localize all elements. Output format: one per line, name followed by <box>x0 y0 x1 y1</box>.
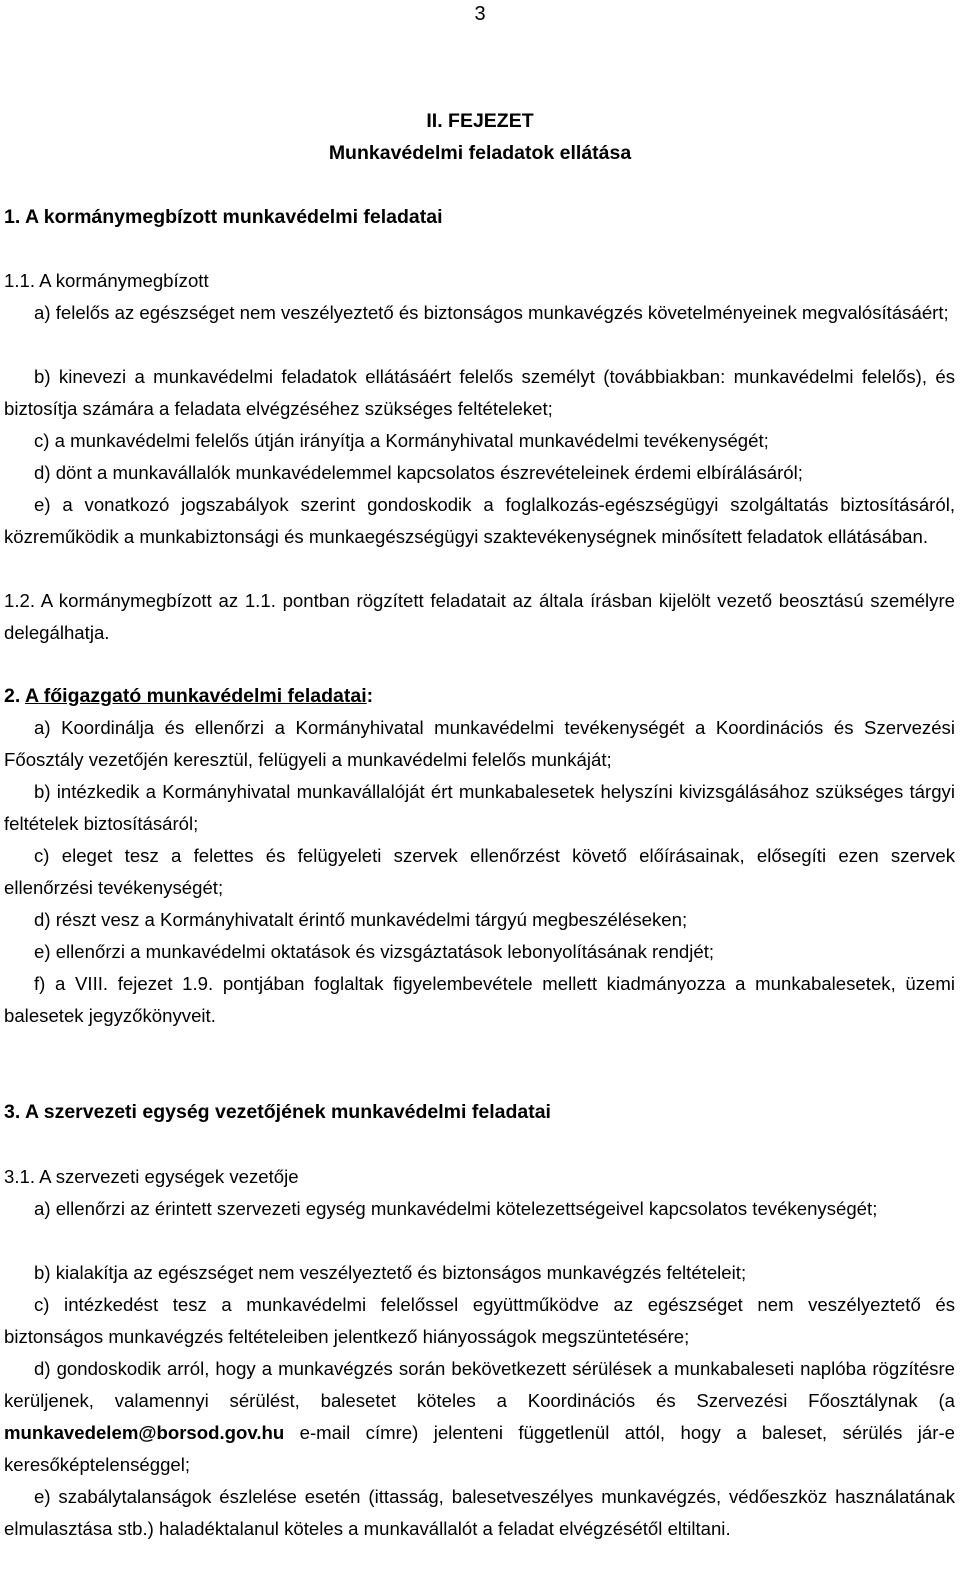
section-1-item-e: e) a vonatkozó jogszabályok szerint gondoskodik a foglalkozás-egészségügyi szolgáltatás biztosításáról, közreműködik a munkabiztonsági és munkaegészségügyi szaktevékenységnek minősített feladatok ellátásában. <box>4 494 955 547</box>
section-2-colon: : <box>366 685 374 707</box>
chapter-label: II. FEJEZET <box>426 110 534 132</box>
section-3-item-b: b) kialakítja az egészséget nem veszélyeztető és biztonságos munkavégzés feltételeit; <box>34 1262 747 1283</box>
section-1-item-c: c) a munkavédelmi felelős útján irányítja a Kormányhivatal munkavédelmi tevékenységét; <box>34 430 769 451</box>
section-3-item-e: e) szabálytalanságok észlelése esetén (ittasság, balesetveszélyes munkavégzés, védőeszköz használatának elmulasztása stb.) haladéktalanul köteles a munkavállalót a feladat elvégzésétől eltiltani. <box>4 1486 955 1539</box>
section-1-item-a: a) felelős az egészséget nem veszélyeztető és biztonságos munkavégzés követelményeinek megvalósításáért; <box>34 302 949 323</box>
section-3-heading: 3. A szervezeti egység vezetőjének munkavédelmi feladatai <box>4 1101 551 1123</box>
section-1-item-b: b) kinevezi a munkavédelmi feladatok ellátásáért felelős személyt (továbbiakban: munkavédelmi felelős), és biztosítja számára a feladata elvégzéséhez szükséges feltételeket; <box>4 366 955 419</box>
section-1-item-d: d) dönt a munkavállalók munkavédelemmel kapcsolatos észrevételeinek érdemi elbírálásáról; <box>34 462 803 483</box>
section-3-item-a: a) ellenőrzi az érintett szervezeti egység munkavédelmi kötelezettségeivel kapcsolatos tevékenységét; <box>34 1198 878 1219</box>
section-3-item-d-text-after: e-mail címre) jelenteni függetlenül attól, hogy a baleset, sérülés jár-e keresőképtelenséggel; <box>4 1422 955 1475</box>
chapter-title: Munkavédelmi feladatok ellátása <box>328 142 632 164</box>
page-number: 3 <box>474 3 486 25</box>
section-1-heading: 1. A kormánymegbízott munkavédelmi feladatai <box>4 206 443 228</box>
section-2-item-e: e) ellenőrzi a munkavédelmi oktatások és vizsgáztatások lebonyolításának rendjét; <box>34 941 715 962</box>
section-2-item-d: d) részt vesz a Kormányhivatalt érintő munkavédelmi tárgyú megbeszéléseken; <box>34 909 688 930</box>
section-2-item-a: a) Koordinálja és ellenőrzi a Kormányhivatal munkavédelmi tevékenységét a Koordinációs és Szervezési Főosztály vezetőjén keresztül, felügyeli a munkavédelmi felelős munkáját; <box>4 717 955 770</box>
section-1-2: 1.2. A kormánymegbízott az 1.1. pontban rögzített feladatait az általa írásban kijelölt vezető beosztású személyre delegálhatja. <box>4 590 955 643</box>
email-address: munkavedelem@borsod.gov.hu <box>4 1422 285 1443</box>
section-3-item-c: c) intézkedést tesz a munkavédelmi felelőssel együttműködve az egészséget nem veszélyeztető és biztonságos munkavégzés feltételeiben jelentkező hiányosságok megszüntetésére; <box>4 1294 955 1347</box>
section-1-1-intro: 1.1. A kormánymegbízott <box>4 270 209 291</box>
section-2-item-f: f) a VIII. fejezet 1.9. pontjában foglaltak figyelembevétele mellett kiadmányozza a munkabalesetek, üzemi balesetek jegyzőkönyveit. <box>4 973 955 1026</box>
section-2-title: A főigazgató munkavédelmi feladatai <box>24 685 367 707</box>
section-2-item-b: b) intézkedik a Kormányhivatal munkavállalóját ért munkabalesetek helyszíni kivizsgálásához szükséges tárgyi feltételek biztosításáról; <box>4 781 955 834</box>
section-3-item-d-text-before: d) gondoskodik arról, hogy a munkavégzés során bekövetkezett sérülések a munkabaleseti naplóba rögzítésre kerüljenek, valamennyi sérülést, balesetet köteles a Koordinációs és Szervezési Főosztálynak (a <box>4 1358 955 1411</box>
section-2-heading <box>4 680 955 712</box>
section-3-item-d <box>4 1353 955 1481</box>
section-3-1-intro: 3.1. A szervezeti egységek vezetője <box>4 1166 299 1187</box>
section-2-item-c: c) eleget tesz a felettes és felügyeleti szervek ellenőrzést követő előírásainak, elősegíti ezen szervek ellenőrzési tevékenységét; <box>4 845 955 898</box>
section-2-number: 2. <box>4 685 21 707</box>
